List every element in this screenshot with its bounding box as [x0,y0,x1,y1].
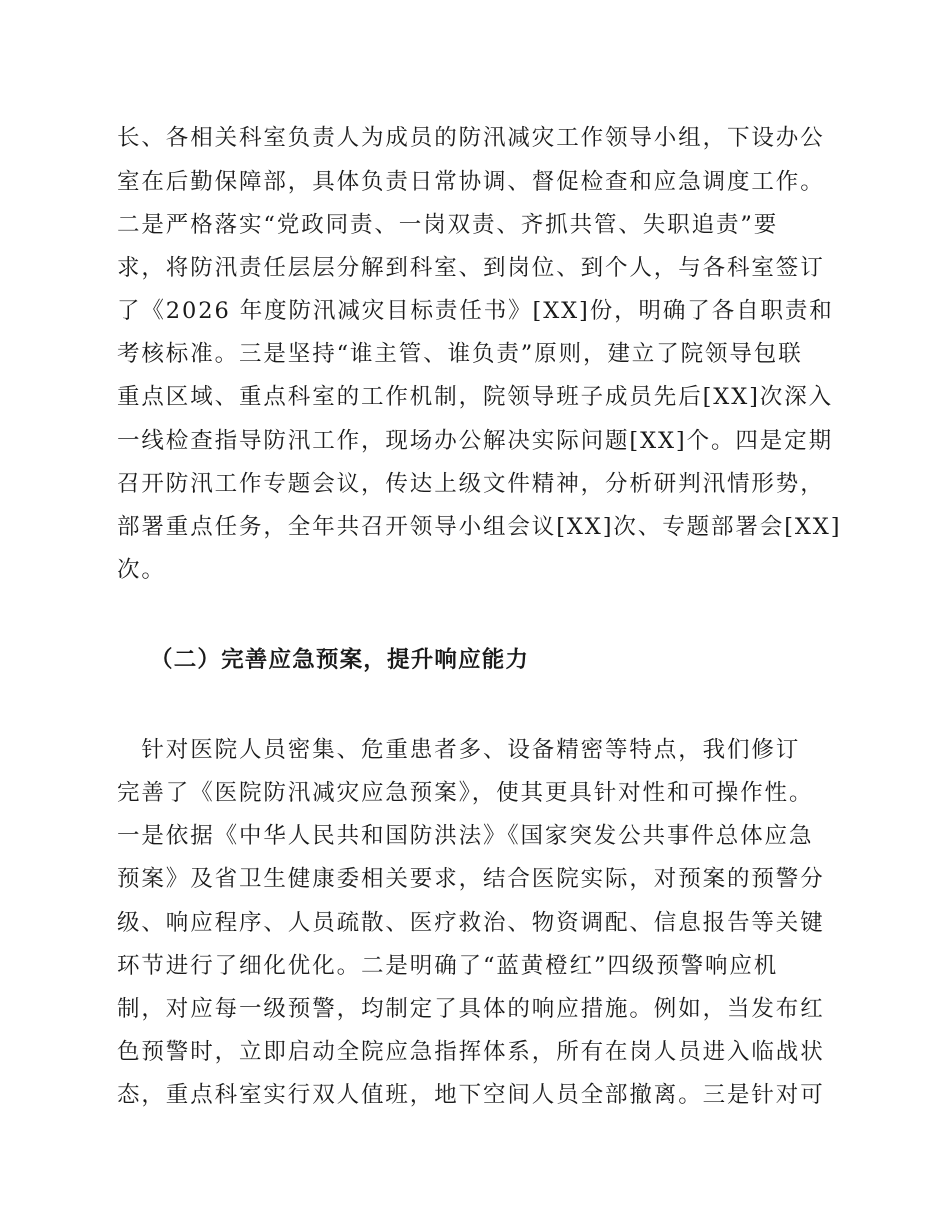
paragraph-line: 求，将防汛责任层层分解到科室、到岗位、到个人，与各科室签订 [117,255,825,281]
paragraph-line: 二是严格落实“党政同责、一岗双责、齐抓共管、失职追责”要 [117,212,779,238]
paragraph-line: 色预警时，立即启动全院应急指挥体系，所有在岗人员进入临战状 [117,1039,825,1065]
paragraph-line: 室在后勤保障部，具体负责日常协调、督促检查和应急调度工作。 [117,169,825,195]
paragraph-line: 召开防汛工作专题会议，传达上级文件精神，分析研判汛情形势， [117,471,825,497]
section-heading: （二）完善应急预案，提升响应能力 [150,647,530,673]
paragraph-line: 重点区域、重点科室的工作机制，院领导班子成员先后[XX]次深入 [117,384,833,410]
paragraph-line: 了《2026 年度防汛减灾目标责任书》[XX]份，明确了各自职责和 [117,298,834,324]
paragraph-line: 考核标准。三是坚持“谁主管、谁负责”原则，建立了院领导包联 [117,341,803,367]
paragraph-line: 针对医院人员密集、危重患者多、设备精密等特点，我们修订 [117,737,801,763]
paragraph-line: 一线检查指导防汛工作，现场办公解决实际问题[XX]个。四是定期 [117,428,833,454]
paragraph-line: 级、响应程序、人员疏散、医疗救治、物资调配、信息报告等关键 [117,910,825,936]
paragraph-line: 部署重点任务，全年共召开领导小组会议[XX]次、专题部署会[XX] [117,514,842,540]
paragraph-line: 完善了《医院防汛减灾应急预案》，使其更具针对性和可操作性。 [117,780,814,806]
paragraph-line: 制，对应每一级预警，均制定了具体的响应措施。例如，当发布红 [117,996,825,1022]
paragraph-line: 环节进行了细化优化。二是明确了“蓝黄橙红”四级预警响应机 [117,953,779,979]
paragraph-line: 一是依据《中华人民共和国防洪法》《国家突发公共事件总体应急 [117,823,814,849]
paragraph-line: 预案》及省卫生健康委相关要求，结合医院实际，对预案的预警分 [117,866,825,892]
paragraph-line: 态，重点科室实行双人值班，地下空间人员全部撤离。三是针对可 [117,1082,825,1108]
paragraph-line: 长、各相关科室负责人为成员的防汛减灾工作领导小组，下设办公 [117,125,825,151]
paragraph-line: 次。 [117,557,166,583]
